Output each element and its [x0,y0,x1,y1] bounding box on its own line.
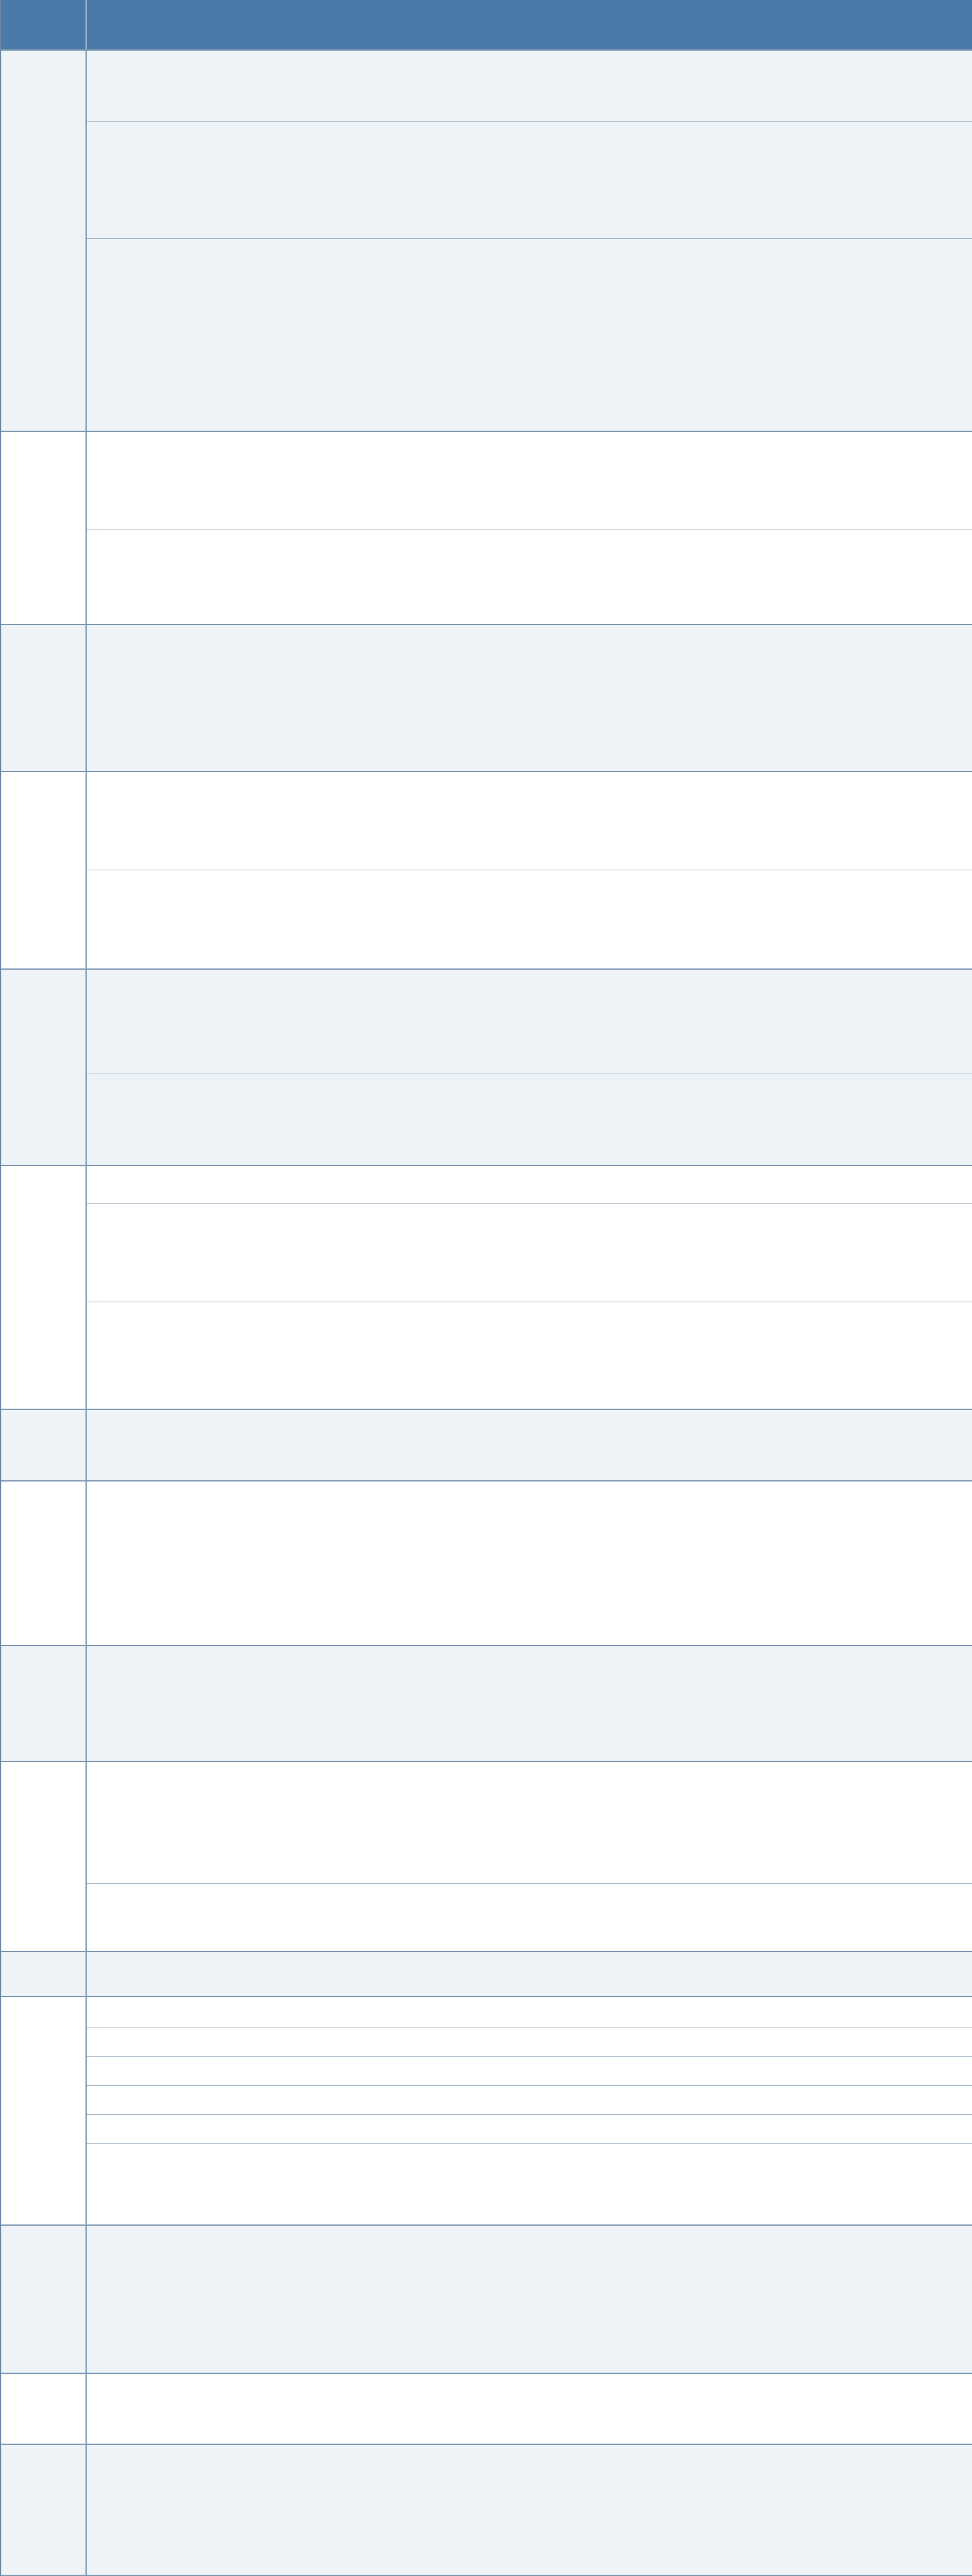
requirement-cells [87,1646,972,1761]
region-name [1,1166,87,1409]
requirement-cells [87,772,972,968]
region-row [1,1166,972,1410]
requirement-text [87,772,972,870]
region-name [1,1762,87,1951]
requirement-text [87,432,972,530]
requirement-text [87,1762,972,1884]
region-row [1,432,972,625]
region-row [1,2445,972,2576]
requirement-text [87,1074,972,1166]
region-row [1,1997,972,2226]
requirement-cells [87,2374,972,2444]
requirement-cells [87,625,972,771]
region-name [1,970,87,1165]
region-name [1,1410,87,1480]
table-header [1,0,972,51]
requirement-text [87,2115,972,2144]
region-row [1,1646,972,1762]
region-name [1,51,87,431]
requirement-cells [87,2226,972,2373]
requirement-cells [87,1952,972,1996]
requirement-text [87,1952,972,1997]
requirement-cells [87,2445,972,2575]
region-name [1,1646,87,1761]
requirement-cells [87,1410,972,1480]
region-name [1,1482,87,1645]
region-row [1,772,972,970]
region-name [1,432,87,624]
region-row [1,1482,972,1646]
requirement-text [87,625,972,772]
requirement-cells [87,51,972,431]
region-name [1,772,87,968]
requirement-text [87,2445,972,2576]
requirement-text [87,1646,972,1762]
requirement-text [87,1884,972,1952]
requirement-text [87,870,972,970]
requirement-text [87,2027,972,2057]
requirement-text [87,530,972,625]
region-row [1,970,972,1166]
region-name [1,2226,87,2373]
requirement-text [87,1166,972,1204]
requirement-text [87,2374,972,2445]
region-name [1,2374,87,2444]
region-row [1,1410,972,1482]
region-row [1,1952,972,1997]
requirement-cells [87,432,972,624]
requirement-text [87,122,972,239]
requirement-cells [87,1762,972,1951]
requirement-text [87,970,972,1074]
requirement-text [87,1204,972,1302]
requirement-text [87,51,972,122]
requirement-text [87,2144,972,2226]
region-row [1,2374,972,2445]
region-row [1,51,972,432]
requirement-text [87,2226,972,2374]
requirement-text [87,239,972,345]
requirement-text [87,2057,972,2086]
requirement-text [87,1482,972,1646]
region-name [1,625,87,771]
requirement-text [87,1997,972,2027]
requirement-text [87,1302,972,1410]
region-row [1,1762,972,1952]
region-row [1,625,972,772]
region-name [1,2445,87,2575]
region-name [1,1997,87,2224]
requirement-cells [87,1997,972,2224]
requirements-column-header [87,0,972,49]
region-name [1,1952,87,1996]
requirement-text [87,2086,972,2115]
region-row [1,2226,972,2374]
requirement-text [87,1410,972,1482]
requirement-cells [87,970,972,1165]
requirement-cells [87,1166,972,1409]
region-column-header [1,0,87,49]
requirement-cells [87,1482,972,1645]
